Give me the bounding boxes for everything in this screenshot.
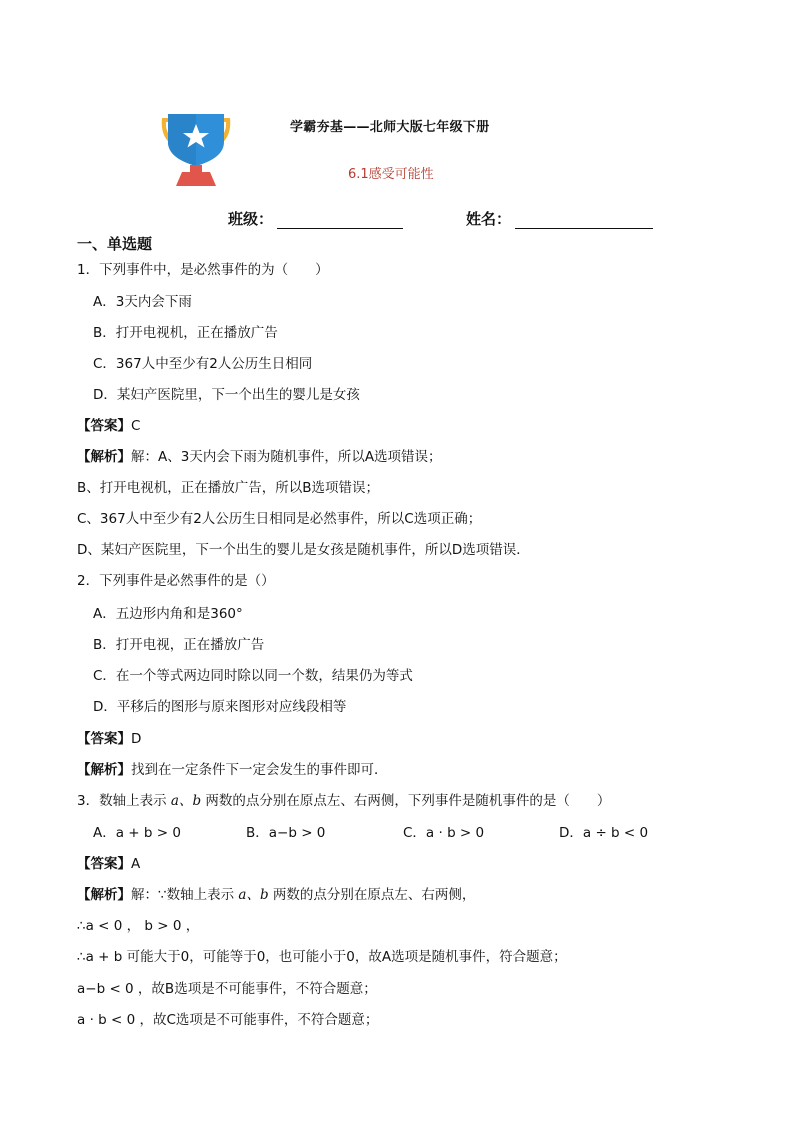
question-3-analysis-line: ∴a < 0 ， b > 0 ，: [77, 918, 200, 934]
question-3-option-d: D．a ÷ b < 0: [559, 825, 649, 841]
question-3-analysis-line: a−b < 0 ，故B选项是不可能事件，不符合题意；: [77, 981, 377, 997]
question-2-option-c: C．在一个等式两边同时除以同一个数，结果仍为等式: [93, 668, 413, 684]
analysis-text: 解：∵数轴上表示: [131, 887, 239, 903]
answer-value: C: [131, 418, 141, 434]
question-3-stem: [77, 789, 610, 809]
class-input-line[interactable]: [277, 214, 403, 229]
lesson-subtitle: 6.1感受可能性: [348, 167, 434, 182]
question-3-analysis-line: [77, 883, 475, 903]
document-title: 学霸夯基——北师大版七年级下册: [290, 120, 490, 135]
question-1-option-d: D．某妇产医院里，下一个出生的婴儿是女孩: [93, 387, 360, 403]
class-field: [228, 208, 403, 229]
name-input-line[interactable]: [515, 214, 653, 229]
stem-math: a、b: [170, 793, 202, 809]
answer-tag: 【答案】: [77, 731, 131, 747]
question-2-analysis-line: [77, 758, 388, 778]
question-3-analysis-line: ∴a + b 可能大于0，可能等于0，也可能小于0，故A选项是随机事件，符合题意；: [77, 949, 567, 965]
analysis-math: a、b: [238, 887, 269, 903]
question-1-stem: 1．下列事件中，是必然事件的为（ ）: [77, 262, 329, 278]
answer-value: A: [131, 856, 141, 872]
class-label: 班级：: [228, 210, 274, 228]
question-2-answer: [77, 727, 141, 747]
answer-tag: 【答案】: [77, 856, 131, 872]
question-1-option-c: C．367人中至少有2人公历生日相同: [93, 356, 313, 372]
question-2-option-a: A．五边形内角和是360°: [93, 606, 243, 622]
analysis-text: 解：A、3天内会下雨为随机事件，所以A选项错误；: [131, 449, 442, 465]
question-3-option-a: A．a + b > 0: [93, 825, 181, 841]
section-title: 一、单选题: [77, 235, 153, 253]
analysis-text: 两数的点分别在原点左、右两侧，: [268, 887, 476, 903]
question-3-option-b: B．a−b > 0: [246, 825, 326, 841]
question-1-analysis-line: [77, 445, 442, 465]
question-1-analysis-line: B、打开电视机，正在播放广告，所以B选项错误；: [77, 480, 380, 496]
name-label: 姓名：: [466, 210, 512, 228]
question-2-stem: 2．下列事件是必然事件的是（）: [77, 573, 275, 589]
analysis-tag: 【解析】: [77, 887, 131, 903]
name-field: [466, 208, 653, 229]
stem-text: 两数的点分别在原点左、右两侧，下列事件是随机事件的是（ ）: [201, 793, 611, 809]
question-3-option-c: C．a · b > 0: [403, 825, 485, 841]
question-3-answer: [77, 852, 140, 872]
question-2-option-d: D．平移后的图形与原来图形对应线段相等: [93, 699, 347, 715]
question-1-option-a: A．3天内会下雨: [93, 294, 192, 310]
trophy-icon: [152, 112, 240, 188]
analysis-tag: 【解析】: [77, 449, 131, 465]
answer-value: D: [131, 731, 142, 747]
question-3-analysis-line: a · b < 0 ，故C选项是不可能事件，不符合题意；: [77, 1012, 379, 1028]
answer-tag: 【答案】: [77, 418, 131, 434]
question-1-answer: [77, 414, 140, 434]
question-1-analysis-line: D、某妇产医院里，下一个出生的婴儿是女孩是随机事件，所以D选项错误．: [77, 542, 530, 558]
stem-text: 3．数轴上表示: [77, 793, 171, 809]
question-1-option-b: B．打开电视机，正在播放广告: [93, 325, 278, 341]
question-1-analysis-line: C、367人中至少有2人公历生日相同是必然事件，所以C选项正确；: [77, 511, 482, 527]
analysis-tag: 【解析】: [77, 762, 131, 778]
question-2-option-b: B．打开电视，正在播放广告: [93, 637, 265, 653]
analysis-text: 找到在一定条件下一定会发生的事件即可．: [131, 762, 388, 778]
